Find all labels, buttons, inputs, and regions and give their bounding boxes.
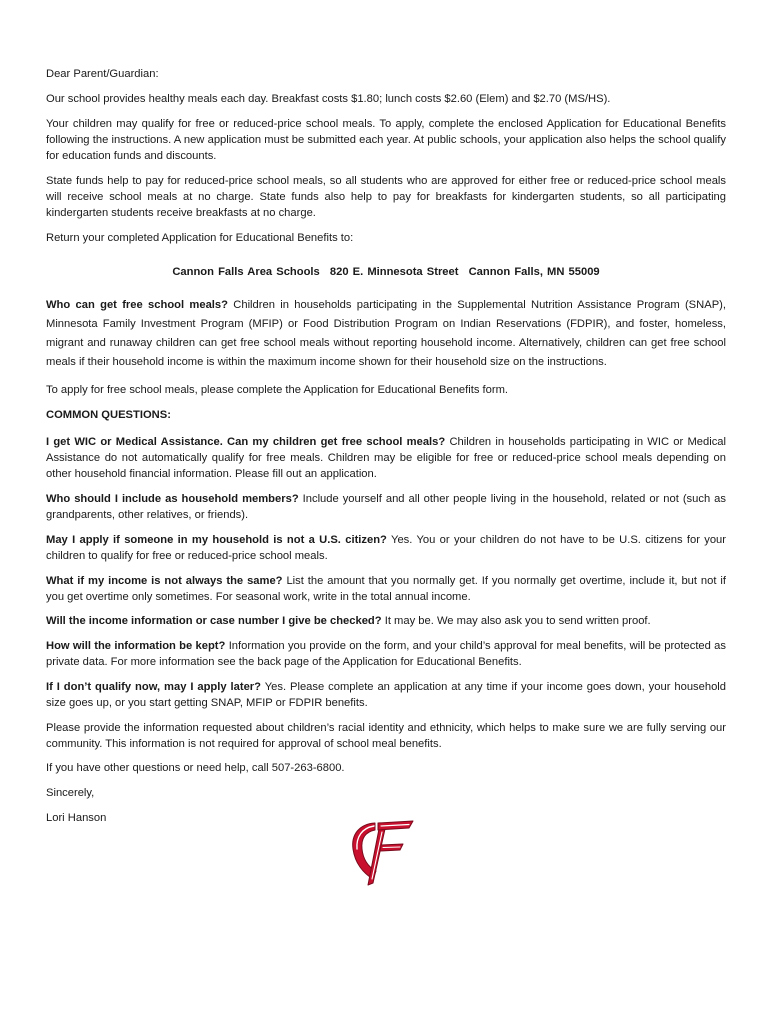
address-city: Cannon Falls, MN 55009: [468, 266, 600, 278]
faq-question: If I don’t qualify now, may I apply later?: [46, 680, 261, 693]
faq-answer: It may be. We may also ask you to send written proof.: [384, 615, 651, 628]
eligibility-paragraph: [46, 296, 726, 372]
return-instruction: Return your completed Application for Educational Benefits to:: [46, 231, 354, 244]
return-address: [46, 264, 726, 280]
faq-question: Will the income information or case number I give be checked?: [46, 615, 382, 628]
cannon-falls-logo: [345, 815, 419, 889]
faq-answer: Information you provide on the form, and your child’s approval for meal benefits, will be protected as private data. For more information see the back page of the Application for Educational Benefits.: [46, 639, 726, 669]
faq-answer: Yes. Please complete an application at any time if your income goes down, your household size goes up, or you start getting SNAP, MFIP or FDPIR benefits.: [46, 680, 727, 709]
faq-question: What if my income is not always the same?: [46, 574, 283, 587]
faq-item: [46, 491, 726, 523]
faq-item: [46, 679, 726, 711]
signer-name: Lori Hanson: [46, 811, 107, 824]
faq-item: [46, 532, 726, 564]
faq-question: Who should I include as household members?: [46, 493, 299, 505]
faq-answer: List the amount that you normally get. If you normally get overtime, include it, but not if you get overtime only sometimes. For seasonal work, write in the total annual income.: [46, 574, 726, 603]
common-questions-heading: COMMON QUESTIONS:: [46, 408, 171, 421]
eligibility-question: Who can get free school meals?: [46, 299, 228, 312]
faq-item: [46, 638, 726, 670]
cf-logo-mark: [353, 821, 413, 885]
faq-item: [46, 434, 726, 483]
faq-question: May I apply if someone in my household is not a U.S. citizen?: [46, 533, 387, 546]
salutation: Dear Parent/Guardian:: [46, 68, 159, 80]
faq-item: [46, 573, 726, 605]
faq-question: I get WIC or Medical Assistance. Can my children get free school meals?: [46, 436, 446, 448]
intro-paragraph: Our school provides healthy meals each day. Breakfast costs $1.80; lunch costs $2.60 (Elem) and $2.70 (MS/HS).: [46, 93, 611, 106]
faq-answer: Children in households participating in WIC or Medical Assistance do not automatically qualify for free meals. Children may be eligible for free or reduced-price school meals depending on other household financial information. Please fill out an application.: [46, 436, 727, 481]
closing: Sincerely,: [46, 786, 95, 799]
eligibility-answer: Children in households participating in the Supplemental Nutrition Assistance Program (SNAP), Minnesota Family Investment Program (MFIP) or Food Distribution Program on Indian Reservations (FDPIR), and foster, homeless, migrant and runaway children can get free school meals without reporting household income. Alternatively, children can get free school meals if their household income is within the maximum income shown for their household size on the instructions.: [46, 299, 726, 369]
address-street: 820 E. Minnesota Street: [329, 266, 459, 278]
faq-answer: Yes. You or your children do not have to be U.S. citizens for your children to qualify for free or reduced-price school meals.: [46, 533, 726, 562]
faq-question: How will the information be kept?: [46, 639, 226, 652]
state-funds-paragraph: State funds help to pay for reduced-price school meals, so all students who are approved for either free or reduced-price school meals will receive school meals at no charge. State funds also help to pay for breakfasts for kindergarten students, so all participating kindergarten students receive breakfasts at no charge.: [46, 174, 726, 220]
apply-paragraph: Your children may qualify for free or reduced-price school meals. To apply, complete the enclosed Application for Educational Benefits following the instructions. A new application must be submitted each year. At public schools, your application also helps the school qualify for education funds and discounts.: [46, 117, 726, 163]
race-ethnicity-note: Please provide the information requested about children’s racial identity and ethnicity, which helps to make sure we are fully serving our community. This information is not required for approval of school meal benefits.: [46, 721, 726, 750]
faq-answer: Include yourself and all other people living in the household, related or not (such as grandparents, other relatives, or friends).: [46, 493, 726, 522]
to-apply-paragraph: To apply for free school meals, please complete the Application for Educational Benefits form.: [46, 384, 509, 397]
address-org: Cannon Falls Area Schools: [172, 266, 320, 278]
faq-item: [46, 613, 726, 629]
contact-line: If you have other questions or need help, call 507-263-6800.: [46, 762, 345, 775]
letter-body: [46, 66, 726, 834]
